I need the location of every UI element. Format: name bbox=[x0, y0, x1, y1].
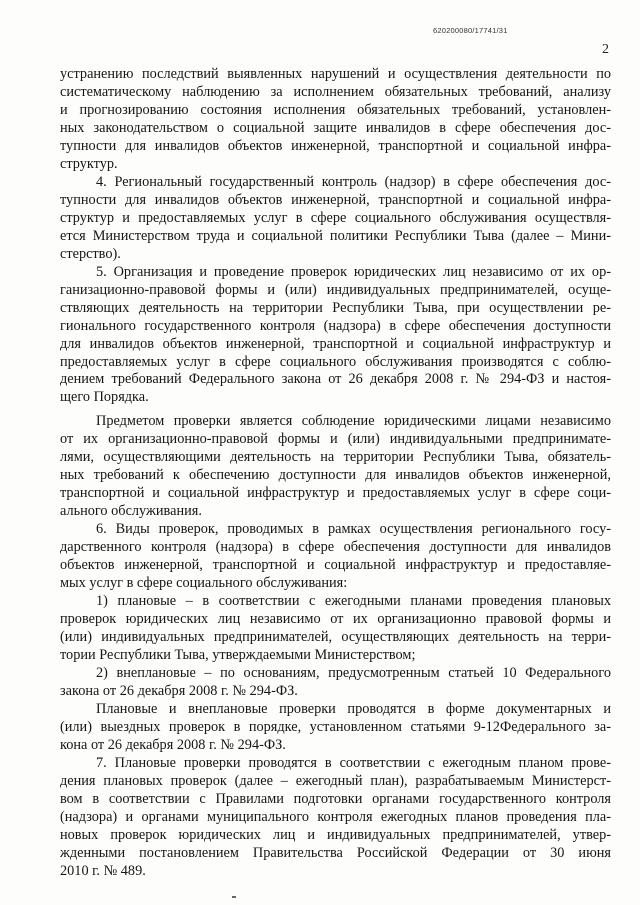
list-item-1-line: 1) плановые – в соответствии с ежегодными планами проведения плановых bbox=[96, 593, 611, 610]
text-line: объектов инженерной, транспортной и социальной инфраструктур и предоставляе- bbox=[60, 557, 611, 574]
text-line: лями, осуществляющими деятельность на территории Республики Тыва, обязатель- bbox=[60, 449, 611, 466]
text-line: мых услуг в сфере социального обслуживания: bbox=[60, 575, 348, 592]
scan-speck bbox=[232, 896, 236, 898]
text-line: щего Порядка. bbox=[60, 389, 149, 406]
text-line: закона от 26 декабря 2008 г. № 294-ФЗ. bbox=[60, 682, 298, 699]
text-line: стерство). bbox=[60, 245, 121, 262]
text-line: проверок юридических лиц независимо от их организационно правовой формы и bbox=[60, 611, 611, 628]
text-line: предоставляемых услуг в сфере социального обслуживания производятся с соблю- bbox=[60, 353, 611, 370]
text-line: (надзора) и органами муниципального контроля ежегодных планов проведения пла- bbox=[60, 808, 611, 825]
paragraph-5-line: 5. Организация и проведение проверок юридических лиц независимо от их ор- bbox=[96, 263, 611, 280]
text-line: (или) индивидуальных предпринимателей, осуществляющих деятельность на терри- bbox=[60, 629, 611, 646]
text-line: тупности для инвалидов объектов инженерной, транспортной и социальной инфра- bbox=[60, 137, 611, 154]
text-line: дением требований Федерального закона от 26 декабря 2008 г. № 294-ФЗ и настоя- bbox=[60, 371, 611, 388]
document-body bbox=[60, 66, 611, 881]
paragraph-7-line: 7. Плановые проверки проводятся в соответствии с ежегодным планом прове- bbox=[96, 754, 611, 771]
text-line: (или) выездных проверок в порядке, установленном статьями 9-12Федерального за- bbox=[60, 718, 611, 735]
text-line: ствляющих деятельность на территории Республики Тыва, при осуществлении ре- bbox=[60, 299, 611, 316]
text-line: от их организационно-правовой формы и (или) индивидуальными предпринимате- bbox=[60, 431, 611, 448]
text-line: структур и предоставляемых услуг в сфере социального обслуживания осуществля- bbox=[60, 209, 611, 226]
text-line: ных законодательством о социальной защите инвалидов в сфере обеспечения дос- bbox=[60, 119, 611, 136]
text-line: новых проверок юридических лиц и индивидуальных предпринимателей, утвер- bbox=[60, 826, 611, 843]
text-line: вом в соответствии с Правилами подготовки органами государственного контроля bbox=[60, 790, 611, 807]
text-line: для инвалидов объектов инженерной, транспортной и социальной инфраструктур и bbox=[60, 335, 611, 352]
text-line: 2010 г. № 489. bbox=[60, 862, 146, 879]
document-id: 620200080/17741/31 bbox=[433, 26, 508, 35]
subject-paragraph-line: Предметом проверки является соблюдение юридическими лицами независимо bbox=[96, 413, 611, 430]
text-line: гионального государственного контроля (надзора) в сфере обеспечения доступности bbox=[60, 317, 611, 334]
text-line: тупности для инвалидов объектов инженерной, транспортной и социальной инфра- bbox=[60, 191, 611, 208]
inspection-forms-line: Плановые и внеплановые проверки проводятся в форме документарных и bbox=[96, 700, 611, 717]
text-line: тории Республики Тыва, утверждаемыми Министерством; bbox=[60, 647, 416, 663]
text-line: ется Министерством труда и социальной политики Республики Тыва (далее – Мини- bbox=[60, 227, 611, 244]
text-line: транспортной и социальной инфраструктур и предоставляемых услуг в сфере соци- bbox=[60, 485, 611, 502]
paragraph-6-line: 6. Виды проверок, проводимых в рамках осуществления регионального госу- bbox=[96, 521, 611, 538]
text-line: кона от 26 декабря 2008 г. № 294-ФЗ. bbox=[60, 736, 286, 753]
text-line: систематическому наблюдению за исполнением обязательных требований, анализу bbox=[60, 83, 611, 100]
text-line: ганизационно-правовой формы и (или) индивидуальных предпринимателей, осуще- bbox=[60, 281, 611, 298]
list-item-2-line: 2) внеплановые – по основаниям, предусмотренным статьей 10 Федерального bbox=[96, 664, 611, 681]
text-line: дения плановых проверок (далее – ежегодный план), разрабатываемым Министерст- bbox=[60, 772, 611, 789]
text-line: устранению последствий выявленных нарушений и осуществления деятельности по bbox=[60, 66, 611, 82]
text-line: и прогнозированию состояния исполнения обязательных требований, установлен- bbox=[60, 101, 611, 118]
page-number: 2 bbox=[602, 42, 609, 57]
text-line: дарственного контроля (надзора) в сфере обеспечения доступности для инвалидов bbox=[60, 539, 611, 556]
text-line: жденными постановлением Правительства Российской Федерации от 30 июня bbox=[60, 844, 611, 861]
text-line: ных требований к обеспечению доступности для инвалидов объектов инженерной, bbox=[60, 467, 611, 484]
text-line: структур. bbox=[60, 155, 118, 172]
text-line: ального обслуживания. bbox=[60, 503, 202, 520]
paragraph-4-line: 4. Региональный государственный контроль (надзор) в сфере обеспечения дос- bbox=[96, 173, 611, 190]
